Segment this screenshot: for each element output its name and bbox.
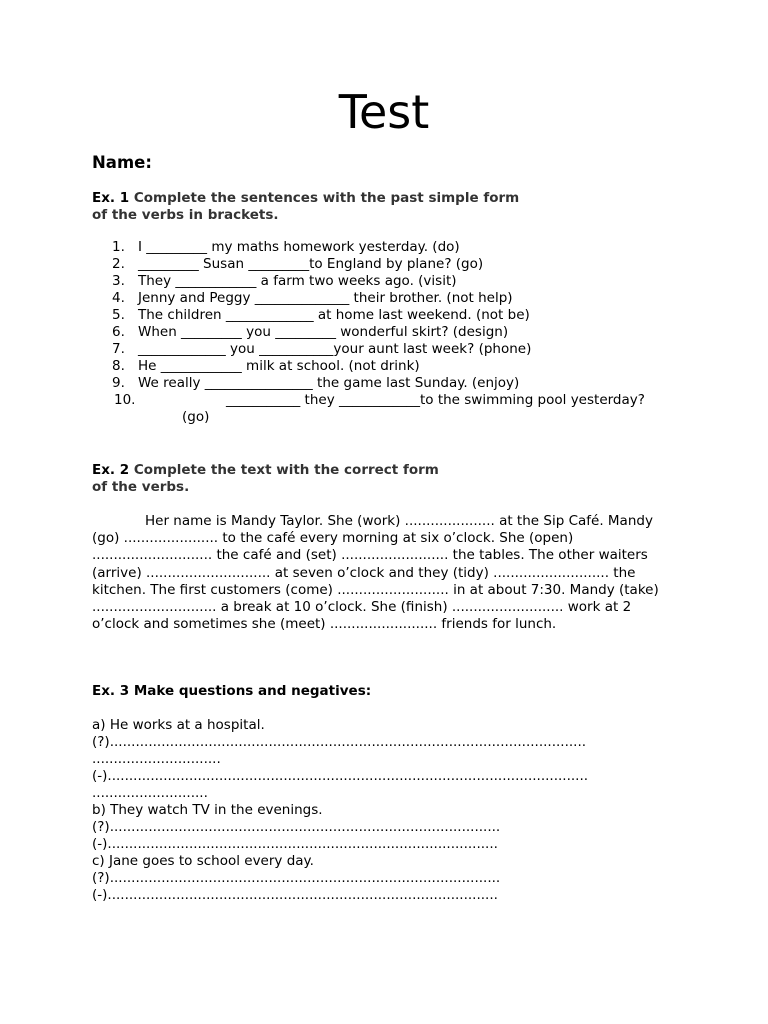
ex3-heading: Ex. 3 Make questions and negatives: bbox=[92, 683, 372, 699]
ex3-line: c) Jane goes to school every day. bbox=[92, 853, 314, 869]
item-text: Jenny and Peggy ______________ their brother. (not help) bbox=[138, 290, 513, 306]
item-text: I _________ my maths homework yesterday. (do) bbox=[138, 239, 460, 255]
item-text: The children _____________ at home last weekend. (not be) bbox=[138, 307, 530, 323]
item-number: 6. bbox=[112, 324, 125, 340]
item-text: _____________ you ___________your aunt last week? (phone) bbox=[138, 341, 532, 357]
item-number: 7. bbox=[112, 341, 125, 357]
ex3-line: (?)........................................................................................... bbox=[92, 819, 501, 835]
ex3-lines bbox=[92, 717, 682, 904]
list-item bbox=[92, 239, 692, 256]
item-number: 5. bbox=[112, 307, 125, 323]
item-text: _________ Susan _________to England by plane? (go) bbox=[138, 256, 484, 272]
list-item bbox=[92, 341, 692, 358]
page-title: Test bbox=[338, 85, 430, 139]
ex3-line: (-)........................................................................................... bbox=[92, 887, 498, 903]
ex3-line: .............................. bbox=[92, 751, 221, 767]
ex2-paragraph: Her name is Mandy Taylor. She (work) ..................... at the Sip Café. Mandy (go) ...................... to the café every morning at six o’clock. She (open) ............................ the café and (set) ......................... the tables. The other waiters (arrive) ............................. at seven o’clock and they (tidy) ........................... the kitchen. The first customers (come) .......................... in at about 7:30. Mandy (take) ............................. a break at 10 o’clock. She (finish) .......................... work at 2 o’clock and sometimes she (meet) ......................... friends for lunch. bbox=[92, 513, 659, 633]
list-item bbox=[92, 273, 692, 290]
list-item bbox=[92, 392, 692, 426]
ex1-item-list bbox=[92, 239, 692, 426]
ex2-heading-line1 bbox=[92, 462, 612, 479]
item-number: 4. bbox=[112, 290, 125, 306]
ex1-heading-line1 bbox=[92, 190, 612, 207]
ex1-number: Ex. 1 bbox=[92, 190, 130, 206]
ex3-line: b) They watch TV in the evenings. bbox=[92, 802, 323, 818]
list-item bbox=[92, 256, 692, 273]
list-item bbox=[92, 307, 692, 324]
ex2-heading bbox=[92, 462, 612, 496]
ex3-line: a) He works at a hospital. bbox=[92, 717, 265, 733]
ex3-line: (-)................................................................................................................ bbox=[92, 768, 589, 784]
list-item bbox=[92, 290, 692, 307]
item-number: 10. bbox=[114, 392, 136, 408]
list-item bbox=[92, 375, 692, 392]
item-number: 9. bbox=[112, 375, 125, 391]
item-number: 3. bbox=[112, 273, 125, 289]
ex2-instruction-line1: Complete the text with the correct form bbox=[133, 462, 439, 478]
item-number: 8. bbox=[112, 358, 125, 374]
name-label: Name: bbox=[92, 153, 152, 172]
ex3-line: (?)............................................................................................................... bbox=[92, 734, 587, 750]
item-text: ___________ they ____________to the swimming pool yesterday? (go) bbox=[182, 392, 645, 425]
ex3-line: (?)........................................................................................... bbox=[92, 870, 501, 886]
item-number: 2. bbox=[112, 256, 125, 272]
list-item bbox=[92, 324, 692, 341]
ex1-instruction-line1: Complete the sentences with the past simple form bbox=[133, 190, 520, 206]
list-item bbox=[92, 358, 692, 375]
item-text: We really ________________ the game last Sunday. (enjoy) bbox=[138, 375, 520, 391]
item-text: They ____________ a farm two weeks ago. (visit) bbox=[138, 273, 457, 289]
ex3-line: (-)........................................................................................... bbox=[92, 836, 498, 852]
item-number: 1. bbox=[112, 239, 125, 255]
ex2-instruction-line2: of the verbs. bbox=[92, 479, 190, 495]
ex1-heading bbox=[92, 190, 612, 224]
item-text: He ____________ milk at school. (not drink) bbox=[138, 358, 420, 374]
ex1-instruction-line2: of the verbs in brackets. bbox=[92, 207, 279, 223]
ex3-line: ........................... bbox=[92, 785, 208, 801]
item-text: When _________ you _________ wonderful skirt? (design) bbox=[138, 324, 509, 340]
ex2-number: Ex. 2 bbox=[92, 462, 130, 478]
